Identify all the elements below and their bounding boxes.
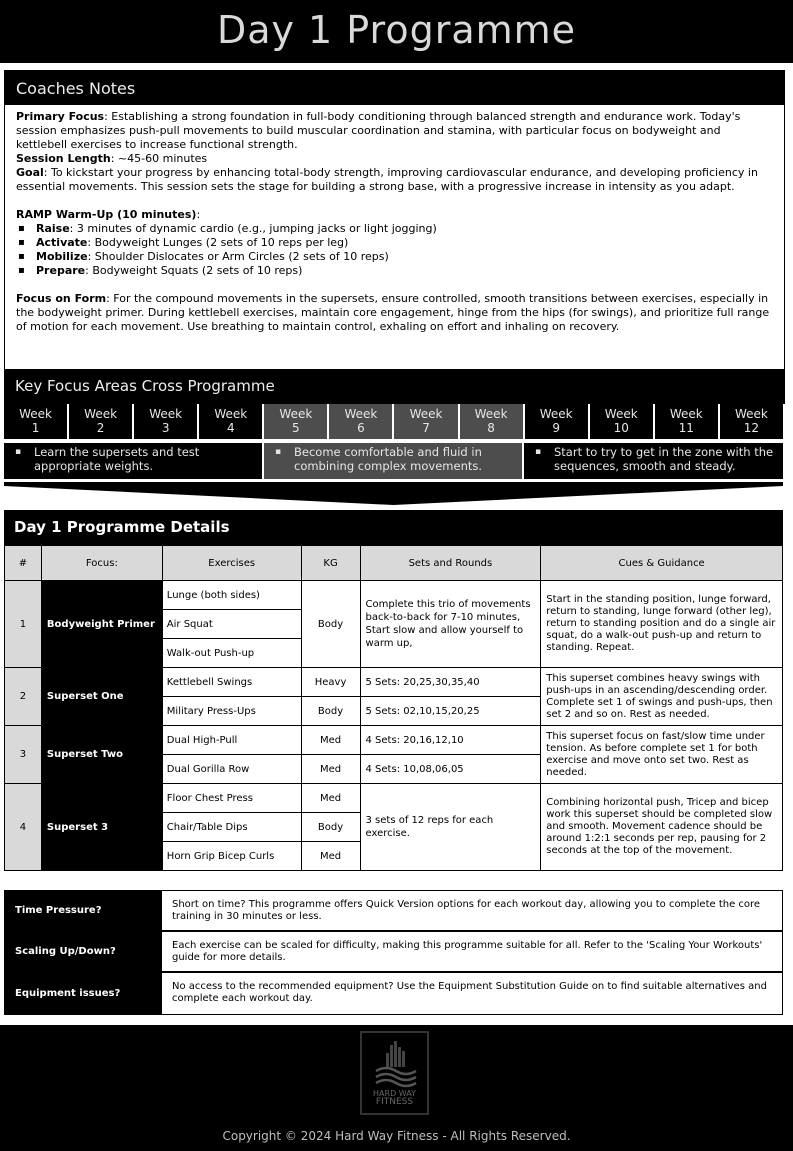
week-label: Week: [474, 407, 508, 421]
row-focus: Superset 3: [41, 784, 162, 871]
kg-cell: Med: [301, 755, 360, 784]
warmup-item-text: : Shoulder Dislocates or Arm Circles (2 sets of 10 reps): [87, 250, 389, 263]
sets-cell: Complete this trio of movements back-to-back for 7-10 minutes, Start slow and allow yourself to warm up,: [360, 581, 541, 668]
sets-cell: 4 Sets: 20,16,12,10: [360, 726, 541, 755]
table-row: [5, 668, 783, 697]
faq-question: Equipment issues?: [5, 973, 162, 1014]
column-header: Cues & Guidance: [541, 546, 783, 581]
kg-cell: Body: [301, 697, 360, 726]
week-number: 7: [422, 421, 430, 435]
goal-paragraph: [16, 166, 773, 194]
primary-focus-label: Primary Focus: [16, 110, 105, 123]
week-cell: [199, 404, 264, 439]
week-label: Week: [409, 407, 443, 421]
warmup-item: [16, 250, 773, 264]
kg-cell: Heavy: [301, 668, 360, 697]
week-cell: [264, 404, 329, 439]
kg-cell: Body: [301, 813, 360, 842]
exercise-cell: Dual High-Pull: [162, 726, 301, 755]
week-number: 4: [226, 421, 235, 435]
warmup-item-text: : 3 minutes of dynamic cardio (e.g., jumping jacks or light jogging): [69, 222, 437, 235]
faq-row: [5, 891, 782, 932]
phase-strip: [4, 443, 783, 479]
week-number: 3: [161, 421, 170, 435]
row-number: 4: [5, 784, 42, 871]
week-number: 9: [552, 421, 560, 435]
column-header: Exercises: [162, 546, 301, 581]
week-number: 5: [292, 421, 300, 435]
exercise-cell: Horn Grip Bicep Curls: [162, 842, 301, 871]
kg-cell: Med: [301, 784, 360, 813]
cues-cell: This superset combines heavy swings with push-ups in an ascending/descending order. Complete set 1 of swings and push-ups, then set 2 and so on. Rest as needed.: [541, 668, 783, 726]
week-cell: [460, 404, 525, 439]
warmup-item-label: Raise: [36, 222, 70, 235]
row-focus: Superset One: [41, 668, 162, 726]
coaches-notes-body: [5, 105, 784, 339]
session-length-text: : ~45-60 minutes: [110, 152, 208, 165]
faq-row: [5, 973, 782, 1014]
week-label: Week: [734, 407, 768, 421]
warmup-label: RAMP Warm-Up (10 minutes): [16, 208, 197, 221]
exercise-cell: Kettlebell Swings: [162, 668, 301, 697]
warmup-colon: :: [196, 208, 201, 221]
coaches-notes-heading: Coaches Notes: [5, 71, 784, 105]
week-label: Week: [214, 407, 248, 421]
faq-question: Scaling Up/Down?: [5, 932, 162, 971]
exercise-cell: Air Squat: [162, 610, 301, 639]
week-label: Week: [279, 407, 313, 421]
brand-logo: [360, 1031, 429, 1115]
week-label: Week: [84, 407, 118, 421]
footer: [0, 1025, 793, 1151]
week-cell: [4, 404, 69, 439]
week-number: 2: [96, 421, 105, 435]
week-cell: [655, 404, 720, 439]
table-header-row: [5, 546, 783, 581]
row-number: 3: [5, 726, 42, 784]
week-strip: [4, 404, 783, 439]
kg-cell: Med: [301, 842, 360, 871]
week-label: Week: [19, 407, 52, 421]
week-cell: [720, 404, 783, 439]
warmup-item-text: : Bodyweight Squats (2 sets of 10 reps): [85, 264, 303, 277]
phase-note: ▪ Become comfortable and fluid in combining complex movements.: [264, 443, 524, 479]
week-cell: [69, 404, 134, 439]
warmup-item: [16, 264, 773, 278]
exercise-cell: Floor Chest Press: [162, 784, 301, 813]
sets-cell: 5 Sets: 20,25,30,35,40: [360, 668, 541, 697]
warmup-heading: [16, 208, 773, 222]
cues-cell: This superset focus on fast/slow time under tension. As before complete set 1 for both exercise and move onto set two. Rest as needed.: [541, 726, 783, 784]
warmup-item-label: Activate: [36, 236, 88, 249]
table-row: [5, 581, 783, 610]
phase-note: ▪ Learn the supersets and test appropriate weights.: [4, 443, 264, 479]
warmup-item: [16, 222, 773, 236]
sets-cell: 5 Sets: 02,10,15,20,25: [360, 697, 541, 726]
faq-answer: Each exercise can be scaled for difficulty, making this programme suitable for all. Refer to the 'Scaling Your Workouts' guide for more details.: [172, 940, 763, 963]
week-label: Week: [539, 407, 573, 421]
primary-focus-paragraph: [16, 110, 773, 152]
table-row: [5, 726, 783, 755]
column-header: Sets and Rounds: [360, 546, 541, 581]
form-paragraph: [16, 292, 773, 334]
faq-row: [5, 932, 782, 973]
week-label: Week: [669, 407, 703, 421]
details-heading: Day 1 Programme Details: [4, 510, 783, 545]
warmup-item-label: Prepare: [36, 264, 86, 277]
row-focus: Superset Two: [41, 726, 162, 784]
header-band: [0, 0, 793, 63]
warmup-item-label: Mobilize: [36, 250, 88, 263]
exercise-cell: Lunge (both sides): [162, 581, 301, 610]
form-text: : For the compound movements in the supersets, ensure controlled, smooth transitions between exercises, especially in the bodyweight primer. During kettlebell exercises, maintain core engagement, hinge from the hips (for swings), and prioritize full range of motion for each movement. Use breathing to maintain control, exhaling on effort and inhaling on recovery.: [16, 292, 770, 333]
kg-cell: Body: [301, 581, 360, 668]
column-header: Focus:: [41, 546, 162, 581]
phase-note: ▪ Start to try to get in the zone with the sequences, smooth and steady.: [524, 443, 783, 479]
session-length-label: Session Length: [16, 152, 111, 165]
page-title: Day 1 Programme: [216, 8, 577, 52]
week-number: 11: [678, 421, 694, 435]
goal-label: Goal: [16, 166, 44, 179]
week-number: 12: [743, 421, 760, 435]
row-number: 1: [5, 581, 42, 668]
week-number: 10: [613, 421, 629, 435]
week-number: 8: [487, 421, 495, 435]
programme-table: [4, 545, 783, 871]
kg-cell: Med: [301, 726, 360, 755]
week-number: 6: [357, 421, 365, 435]
column-header: #: [5, 546, 42, 581]
exercise-cell: Military Press-Ups: [162, 697, 301, 726]
faq-answer: No access to the recommended equipment? Use the Equipment Substitution Guide on to find suitable alternatives and complete each workout day.: [172, 981, 767, 1004]
warmup-item-text: : Bodyweight Lunges (2 sets of 10 reps per leg): [87, 236, 349, 249]
exercise-cell: Dual Gorilla Row: [162, 755, 301, 784]
week-cell: [394, 404, 459, 439]
faq-question: Time Pressure?: [5, 891, 162, 930]
logo-line-1: HARD WAY: [373, 1089, 416, 1098]
faq-answer: Short on time? This programme offers Quick Version options for each workout day, allowing you to complete the core training in 30 minutes or less.: [172, 899, 761, 922]
week-cell: [590, 404, 655, 439]
row-number: 2: [5, 668, 42, 726]
warmup-item: [16, 236, 773, 250]
sets-cell: 3 sets of 12 reps for each exercise.: [360, 784, 541, 871]
week-number: 1: [31, 421, 40, 435]
goal-text: : To kickstart your progress by enhancing total-body strength, improving cardiovascular endurance, and developing proficiency in essential movements. This session sets the stage for building a strong base, with a progressive increase in intensity as you adapt.: [16, 166, 758, 193]
city-waves-icon: [362, 1039, 427, 1089]
week-cell: [134, 404, 199, 439]
week-cell: [329, 404, 394, 439]
coaches-notes-panel: [4, 70, 785, 404]
copyright-text: Copyright © 2024 Hard Way Fitness - All Rights Reserved.: [222, 1129, 571, 1143]
faq-panel: [4, 890, 783, 1015]
column-header: KG: [301, 546, 360, 581]
form-label: Focus on Form: [16, 292, 107, 305]
week-label: Week: [149, 407, 183, 421]
cues-cell: Combining horizontal push, Tricep and bicep work this superset should be completed slow and smooth. Movement cadence should be around 1:2:1 seconds per rep, pausing for 2 seconds at the top of the movement.: [541, 784, 783, 871]
row-focus: Bodyweight Primer: [41, 581, 162, 668]
primary-focus-text: : Establishing a strong foundation in full-body conditioning through balanced strength and endurance work. Today's session emphasizes push-pull movements to build muscular coordination and stamina, with particular focus on bodyweight and kettlebell exercises to increase functional strength.: [16, 110, 741, 151]
session-length-paragraph: [16, 152, 773, 166]
logo-line-2: FITNESS: [375, 1097, 414, 1107]
sets-cell: 4 Sets: 10,08,06,05: [360, 755, 541, 784]
exercise-cell: Walk-out Push-up: [162, 639, 301, 668]
week-cell: [525, 404, 590, 439]
week-label: Week: [344, 407, 378, 421]
key-focus-heading: Key Focus Areas Cross Programme: [4, 369, 785, 403]
week-label: Week: [604, 407, 638, 421]
chevron-divider: [4, 482, 783, 506]
warmup-list: [16, 222, 773, 278]
exercise-cell: Chair/Table Dips: [162, 813, 301, 842]
table-row: [5, 784, 783, 813]
cues-cell: Start in the standing position, lunge forward, return to standing, lunge forward (other leg), return to standing position and do a single air squat, do a walk-out push-up and return to standing. Repeat.: [541, 581, 783, 668]
